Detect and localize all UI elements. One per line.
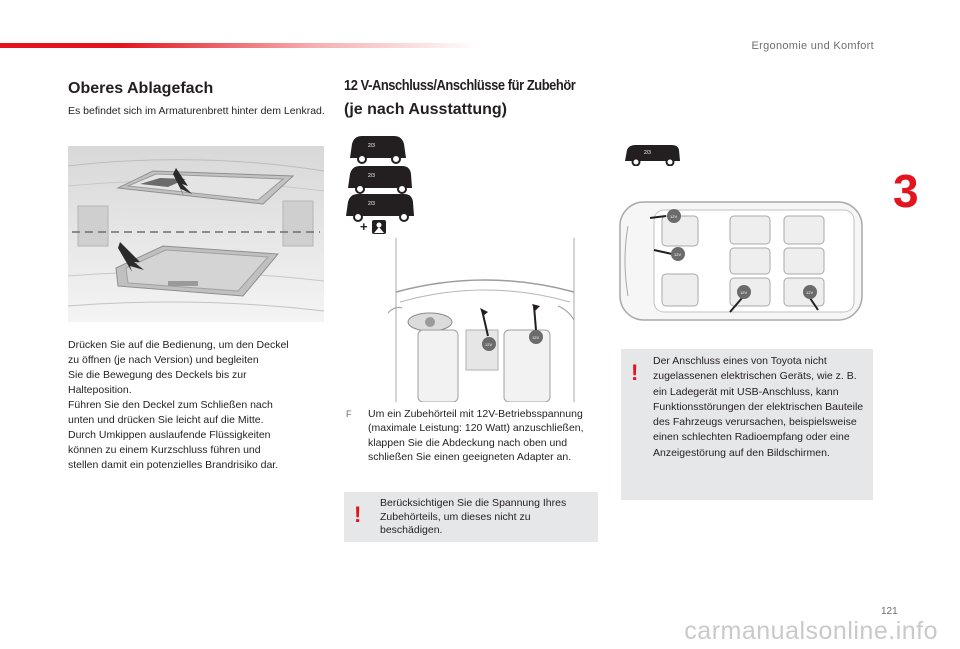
socket-12v-label: 12V [670, 214, 678, 219]
device-warning-box [621, 349, 873, 500]
upper-storage-intro: Es befindet sich im Armaturenbrett hinter dem Lenkrad. [68, 105, 325, 117]
socket-12v-label: 12V [674, 252, 682, 257]
socket-12v-label: 12V [806, 290, 814, 295]
svg-text:2/3: 2/3 [644, 150, 651, 156]
warning-icon: ! [631, 360, 639, 385]
upper-storage-instructions: Drücken Sie auf die Bedienung, um den Deckel zu öffnen (je nach Version) und begleiten Sie die Bewegung des Deckels bis zur Halteposition. Führen Sie den Deckel zum Schließen nach unten und drücken Sie leicht auf die Mitte. Durch Umkippen auslaufende Flüssigkeiten können zu einem Kurzschluss führen und stellen damit ein potenzielles Brandrisiko dar. [68, 339, 289, 471]
bullet-arrow-icon: F [346, 409, 352, 419]
device-warning-text: Der Anschluss eines von Toyota nicht zugelassenen elektrischen Geräts, wie z. B. ein Ladegerät mit USB-Anschluss, kann Funktionsstörungen der elektrischen Bauteile des Fahrzeugs verursachen, beispielsweise einen schlechten Radioempfang oder eine Anzeigestörung auf den Bildschirmen. [653, 355, 864, 459]
socket-12v-label: 12V [485, 342, 493, 347]
upper-storage-heading: Oberes Ablagefach [68, 80, 214, 97]
section-title: Ergonomie und Komfort [751, 40, 874, 52]
socket-subheading: (je nach Ausstattung) [344, 101, 507, 118]
socket-12v-label: 12V [740, 290, 748, 295]
page-number: 121 [881, 606, 898, 617]
header-accent-bar [0, 43, 480, 48]
warning-icon: ! [354, 502, 362, 527]
voltage-warning-box [344, 492, 598, 542]
socket-heading: 12 V-Anschluss/Anschlüsse für Zubehör [344, 77, 576, 94]
socket-instructions: Um ein Zubehörteil mit 12V-Betriebsspannung (maximale Leistung: 120 Watt) anzuschließen, klappen Sie die Abdeckung nach oben und schließen Sie einen geeigneten Adapter an. [368, 408, 584, 464]
chapter-number: 3 [893, 165, 919, 217]
cabin-top-view-illustration [618, 196, 866, 326]
svg-text:2/3: 2/3 [368, 201, 375, 207]
glovebox-illustration [68, 146, 324, 322]
watermark: carmanualsonline.info [684, 617, 938, 645]
svg-text:2/3: 2/3 [368, 173, 375, 179]
svg-text:+: + [360, 219, 368, 234]
large-van-icon [624, 144, 680, 166]
socket-12v-label: 12V [532, 335, 540, 340]
van-icons [344, 132, 414, 236]
voltage-warning-text: Berücksichtigen Sie die Spannung Ihres Zubehörteils, um dieses nicht zu beschädigen. [380, 497, 567, 536]
cabin-front-illustration [388, 238, 582, 402]
svg-text:2/3: 2/3 [368, 143, 375, 149]
